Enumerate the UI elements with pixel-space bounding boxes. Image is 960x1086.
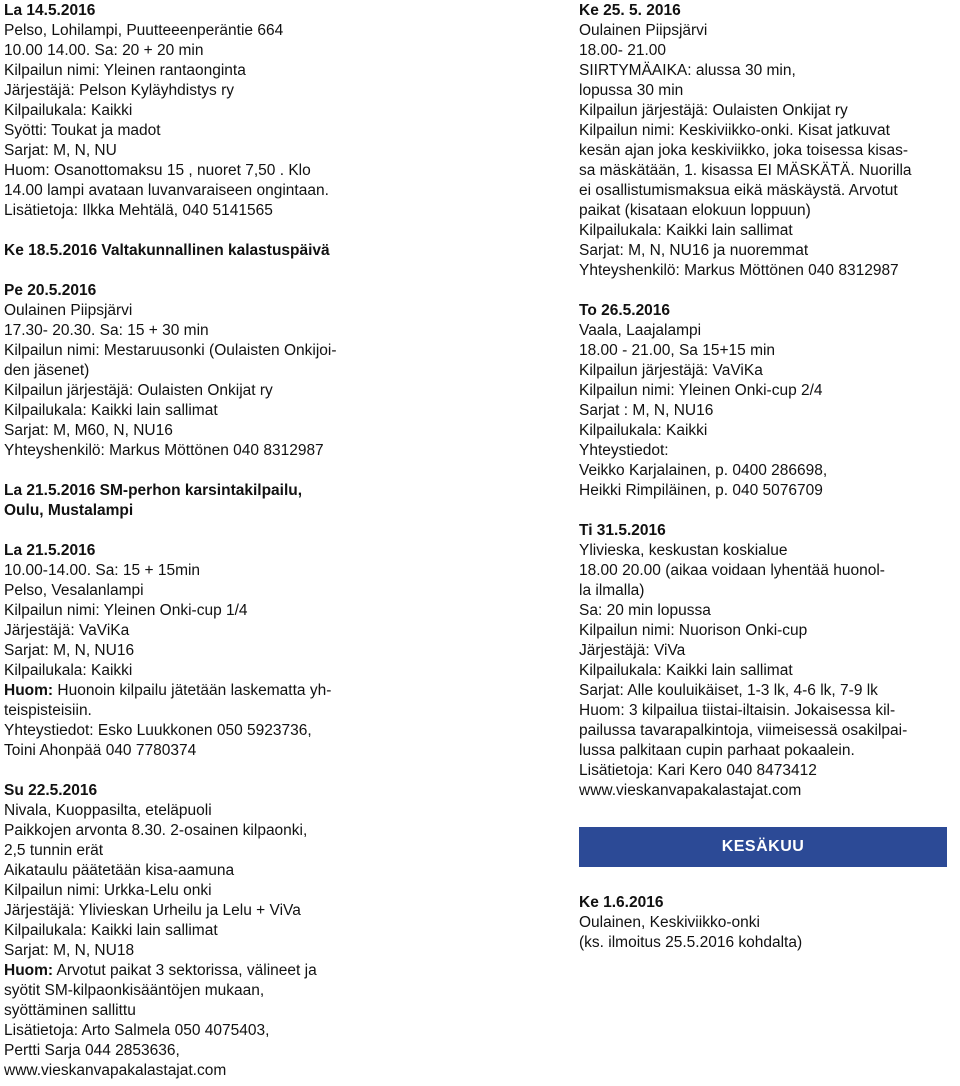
event-line — [579, 21, 954, 41]
event-line — [4, 321, 564, 341]
event-line — [579, 661, 954, 681]
event-line — [4, 181, 564, 201]
line-text: Pertti Sarja 044 2853636, — [4, 1042, 180, 1059]
event-line — [579, 381, 954, 401]
spacer — [579, 801, 954, 821]
event-line — [579, 421, 954, 441]
line-text: Vaala, Laajalampi — [579, 322, 702, 339]
spacer — [4, 221, 564, 241]
event-line — [579, 361, 954, 381]
event-line — [4, 901, 564, 921]
line-text: Arvotut paikat 3 sektorissa, välineet ja — [53, 962, 317, 979]
line-text: Oulainen Piipsjärvi — [579, 22, 708, 39]
line-text: Sarjat: M, M60, N, NU16 — [4, 422, 173, 439]
event-heading — [4, 781, 564, 801]
line-text: pailussa tavarapalkintoja, viimeisessä osakilpai- — [579, 722, 908, 739]
line-text: kesän ajan joka keskiviikko, joka toisessa kisas- — [579, 142, 909, 159]
event-line — [4, 701, 564, 721]
event-line — [4, 201, 564, 221]
line-text: 17.30- 20.30. Sa: 15 + 30 min — [4, 322, 209, 339]
line-text: 14.00 lampi avataan luvanvaraiseen ongintaan. — [4, 182, 329, 199]
event-line — [4, 441, 564, 461]
line-text: teispisteisiin. — [4, 702, 92, 719]
event-line — [579, 561, 954, 581]
event-line — [579, 241, 954, 261]
event-line — [579, 161, 954, 181]
event-line — [579, 913, 954, 933]
event-line — [4, 881, 564, 901]
line-text: Ke 25. 5. 2016 — [579, 2, 681, 19]
event-line — [4, 1021, 564, 1041]
line-text: lussa palkitaan cupin parhaat pokaalein. — [579, 742, 855, 759]
spacer — [579, 501, 954, 521]
event-line — [4, 721, 564, 741]
line-text: Huom: Osanottomaksu 15 , nuoret 7,50 . Klo — [4, 162, 311, 179]
line-text: Kilpailun nimi: Mestaruusonki (Oulaisten Onkijoi- — [4, 342, 337, 359]
event-heading — [4, 281, 564, 301]
line-text: Huom: 3 kilpailua tiistai-iltaisin. Jokaisessa kil- — [579, 702, 896, 719]
event-line — [4, 361, 564, 381]
event-line — [4, 941, 564, 961]
line-text: ei osallistumismaksua eikä mäskäystä. Arvotut — [579, 182, 898, 199]
event-line — [579, 101, 954, 121]
line-text: Ke 1.6.2016 — [579, 894, 664, 911]
event-line — [579, 641, 954, 661]
line-text: SIIRTYMÄAIKA: alussa 30 min, — [579, 62, 796, 79]
event-line — [4, 141, 564, 161]
event-line — [4, 601, 564, 621]
line-text: lopussa 30 min — [579, 82, 684, 99]
event-line — [4, 341, 564, 361]
line-text: Kilpailukala: Kaikki lain sallimat — [4, 402, 218, 419]
line-text: Kilpailukala: Kaikki — [4, 662, 133, 679]
line-text: Syötti: Toukat ja madot — [4, 122, 161, 139]
line-text: www.vieskanvapakalastajat.com — [579, 782, 802, 799]
line-text: La 21.5.2016 SM-perhon karsintakilpailu, — [4, 482, 303, 499]
event-line — [4, 841, 564, 861]
line-text: Veikko Karjalainen, p. 0400 286698, — [579, 462, 828, 479]
line-text: Kilpailukala: Kaikki lain sallimat — [4, 922, 218, 939]
line-text: Kilpailun nimi: Yleinen Onki-cup 2/4 — [579, 382, 823, 399]
line-text: 18.00 20.00 (aikaa voidaan lyhentää huonol- — [579, 562, 885, 579]
line-text: Järjestäjä: Pelson Kyläyhdistys ry — [4, 82, 235, 99]
line-text: la ilmalla) — [579, 582, 645, 599]
line-text: Oulainen, Keskiviikko-onki — [579, 914, 760, 931]
event-line — [579, 681, 954, 701]
line-text: sa mäskätään, 1. kisassa EI MÄSKÄTÄ. Nuorilla — [579, 162, 912, 179]
line-text: Pelso, Lohilampi, Puutteeenperäntie 664 — [4, 22, 284, 39]
event-line — [579, 933, 954, 953]
line-text: (ks. ilmoitus 25.5.2016 kohdalta) — [579, 934, 803, 951]
line-text: den jäsenet) — [4, 362, 90, 379]
line-text: Lisätietoja: Kari Kero 040 8473412 — [579, 762, 817, 779]
line-text: Kilpailun nimi: Keskiviikko-onki. Kisat jatkuvat — [579, 122, 890, 139]
line-text: Järjestäjä: VaViKa — [4, 622, 130, 639]
right-column — [579, 1, 954, 953]
event-line — [579, 41, 954, 61]
event-line — [4, 681, 564, 701]
spacer — [4, 761, 564, 781]
event-heading — [4, 541, 564, 561]
event-line — [579, 201, 954, 221]
line-text: Yhteystiedot: — [579, 442, 669, 459]
line-text: Sarjat: M, N, NU18 — [4, 942, 135, 959]
line-text: 18.00 - 21.00, Sa 15+15 min — [579, 342, 776, 359]
line-text: Sarjat: M, N, NU16 — [4, 642, 135, 659]
event-line — [4, 81, 564, 101]
line-text: Kilpailun nimi: Urkka-Lelu onki — [4, 882, 212, 899]
event-line — [579, 441, 954, 461]
event-line — [579, 341, 954, 361]
event-line — [4, 801, 564, 821]
event-line — [4, 41, 564, 61]
event-heading — [579, 301, 954, 321]
line-text: Kilpailukala: Kaikki lain sallimat — [579, 222, 793, 239]
event-line — [4, 101, 564, 121]
line-text: 10.00-14.00. Sa: 15 + 15min — [4, 562, 201, 579]
event-line — [579, 181, 954, 201]
event-line — [579, 601, 954, 621]
note-label: Huom: — [4, 962, 54, 979]
line-text: Nivala, Kuoppasilta, eteläpuoli — [4, 802, 212, 819]
line-text: To 26.5.2016 — [579, 302, 671, 319]
event-line — [579, 81, 954, 101]
line-text: Huonoin kilpailu jätetään laskematta yh- — [53, 682, 332, 699]
line-text: Kilpailun nimi: Yleinen rantaonginta — [4, 62, 246, 79]
line-text: Järjestäjä: Ylivieskan Urheilu ja Lelu + ViVa — [4, 902, 301, 919]
event-heading — [4, 481, 564, 501]
event-line — [4, 741, 564, 761]
event-line — [4, 981, 564, 1001]
event-line — [4, 421, 564, 441]
line-text: Yhteyshenkilö: Markus Möttönen 040 8312987 — [579, 262, 899, 279]
event-line — [579, 121, 954, 141]
line-text: Kilpailun järjestäjä: Oulaisten Onkijat ry — [4, 382, 273, 399]
event-line — [4, 821, 564, 841]
event-line — [4, 661, 564, 681]
line-text: Sarjat: M, N, NU16 ja nuoremmat — [579, 242, 809, 259]
line-text: Kilpailukala: Kaikki — [4, 102, 133, 119]
event-line — [4, 641, 564, 661]
line-text: Kilpailun nimi: Yleinen Onki-cup 1/4 — [4, 602, 248, 619]
line-text: La 21.5.2016 — [4, 542, 96, 559]
event-heading — [579, 521, 954, 541]
event-line — [579, 621, 954, 641]
spacer — [4, 261, 564, 281]
event-line — [579, 61, 954, 81]
event-line — [4, 581, 564, 601]
line-text: Heikki Rimpiläinen, p. 040 5076709 — [579, 482, 823, 499]
event-line — [579, 541, 954, 561]
line-text: Ti 31.5.2016 — [579, 522, 666, 539]
line-text: 2,5 tunnin erät — [4, 842, 104, 859]
line-text: Kilpailun järjestäjä: Oulaisten Onkijat ry — [579, 102, 848, 119]
event-line — [4, 921, 564, 941]
event-line — [4, 1061, 564, 1081]
line-text: syötit SM-kilpaonkisääntöjen mukaan, — [4, 982, 265, 999]
event-line — [579, 221, 954, 241]
event-line — [4, 861, 564, 881]
line-text: Sarjat: M, N, NU — [4, 142, 117, 159]
event-heading — [579, 893, 954, 913]
line-text: Ylivieska, keskustan koskialue — [579, 542, 788, 559]
line-text: Paikkojen arvonta 8.30. 2-osainen kilpaonki, — [4, 822, 308, 839]
line-text: Su 22.5.2016 — [4, 782, 98, 799]
event-line — [579, 141, 954, 161]
event-line — [4, 161, 564, 181]
line-text: Pe 20.5.2016 — [4, 282, 97, 299]
line-text: Aikataulu päätetään kisa-aamuna — [4, 862, 235, 879]
line-text: Sarjat : M, N, NU16 — [579, 402, 714, 419]
line-text: Sa: 20 min lopussa — [579, 602, 711, 619]
event-line — [4, 121, 564, 141]
event-line — [579, 721, 954, 741]
event-line — [579, 401, 954, 421]
event-line — [579, 581, 954, 601]
spacer — [4, 461, 564, 481]
event-heading — [579, 1, 954, 21]
event-line — [4, 401, 564, 421]
event-line — [4, 621, 564, 641]
event-line — [579, 321, 954, 341]
month-banner: KESÄKUU — [579, 827, 947, 867]
event-line — [579, 741, 954, 761]
line-text: syöttäminen sallittu — [4, 1002, 136, 1019]
line-text: Toini Ahonpää 040 7780374 — [4, 742, 197, 759]
event-heading — [4, 501, 564, 521]
line-text: www.vieskanvapakalastajat.com — [4, 1062, 227, 1079]
event-line — [4, 61, 564, 81]
event-line — [4, 381, 564, 401]
event-line — [4, 1001, 564, 1021]
event-line — [579, 781, 954, 801]
line-text: Yhteystiedot: Esko Luukkonen 050 5923736, — [4, 722, 312, 739]
spacer — [4, 521, 564, 541]
line-text: Sarjat: Alle kouluikäiset, 1-3 lk, 4-6 lk, 7-9 lk — [579, 682, 878, 699]
left-column — [4, 1, 564, 1081]
spacer — [579, 281, 954, 301]
line-text: Yhteyshenkilö: Markus Möttönen 040 8312987 — [4, 442, 324, 459]
note-label: Huom: — [4, 682, 54, 699]
spacer — [579, 873, 954, 893]
event-line — [4, 1041, 564, 1061]
event-line — [4, 961, 564, 981]
line-text: Kilpailukala: Kaikki lain sallimat — [579, 662, 793, 679]
event-heading — [4, 241, 564, 261]
line-text: Pelso, Vesalanlampi — [4, 582, 144, 599]
event-line — [579, 761, 954, 781]
event-line — [4, 21, 564, 41]
line-text: Lisätietoja: Ilkka Mehtälä, 040 5141565 — [4, 202, 273, 219]
event-heading — [4, 1, 564, 21]
line-text: Kilpailun järjestäjä: VaViKa — [579, 362, 763, 379]
event-line — [579, 481, 954, 501]
event-line — [579, 261, 954, 281]
line-text: Kilpailukala: Kaikki — [579, 422, 708, 439]
line-text: Oulu, Mustalampi — [4, 502, 134, 519]
event-line — [4, 301, 564, 321]
line-text: 10.00 14.00. Sa: 20 + 20 min — [4, 42, 204, 59]
line-text: Järjestäjä: ViVa — [579, 642, 686, 659]
event-line — [4, 561, 564, 581]
event-line — [579, 701, 954, 721]
line-text: La 14.5.2016 — [4, 2, 96, 19]
line-text: paikat (kisataan elokuun loppuun) — [579, 202, 811, 219]
line-text: Oulainen Piipsjärvi — [4, 302, 133, 319]
line-text: 18.00- 21.00 — [579, 42, 667, 59]
line-text: Lisätietoja: Arto Salmela 050 4075403, — [4, 1022, 270, 1039]
event-line — [579, 461, 954, 481]
line-text: Kilpailun nimi: Nuorison Onki-cup — [579, 622, 808, 639]
line-text: Ke 18.5.2016 Valtakunnallinen kalastuspäivä — [4, 242, 330, 259]
